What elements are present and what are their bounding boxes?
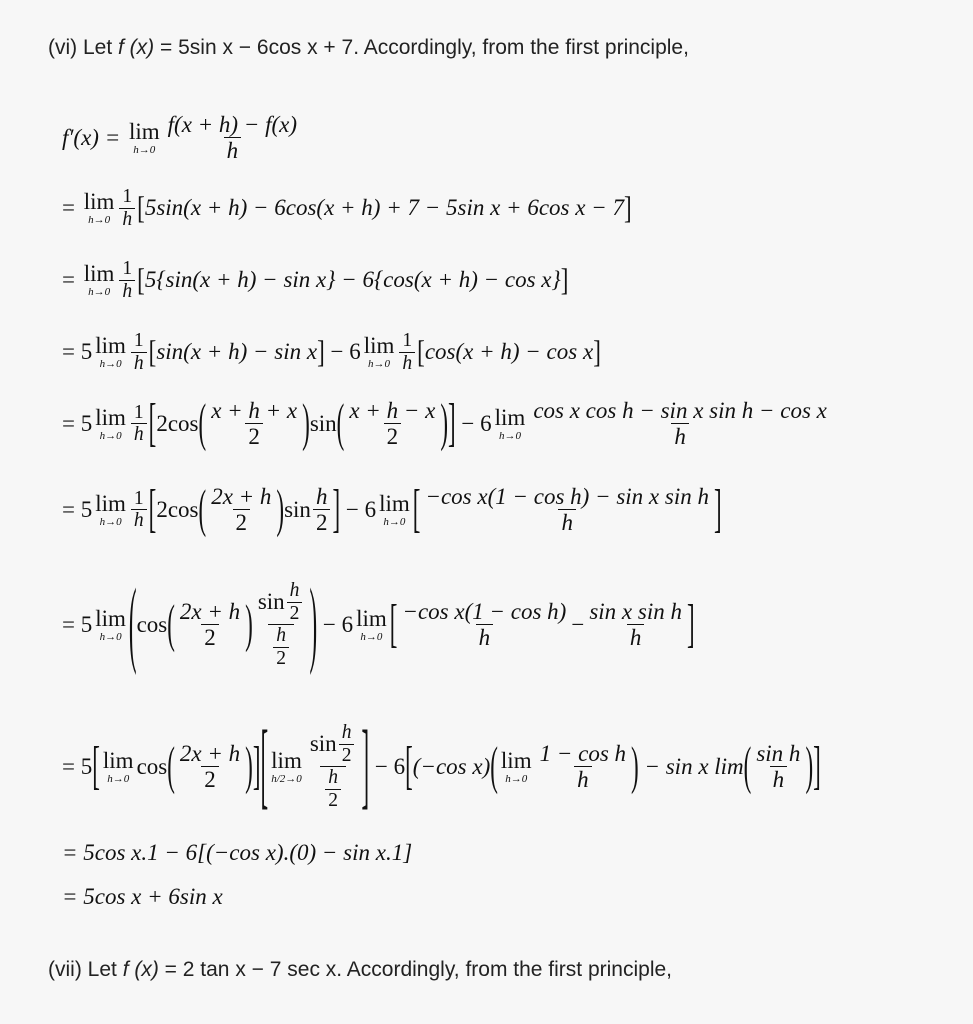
two-x-plus-h-over-two: $\frac{2x + h}{2}$	[179, 740, 241, 792]
limit-operator: lim h→0	[83, 261, 115, 298]
problem-vii-fx: f (x)	[122, 958, 159, 981]
expanded-difference: 5sin(x + h) − 6cos(x + h) + 7 − 5sin x + 6cos x − 7	[144, 195, 624, 220]
derivation-result: = 5cos x + 6sin x	[62, 884, 223, 909]
derivation-line-7: = 5 lim h→0 ( cos ( $\frac{2x + h}{2}$ ) sin $\frac{h}{2}$ $\frac{h}{2}$ ) − 6 lim h→0 [ $\frac{\text{−cos x(1 − cos h)}}{h}$ − $\frac{\text{sin x sin h}}{h}$ ]	[62, 569, 695, 675]
two-x-plus-h-over-two: $\frac{2x + h}{2}$	[179, 598, 241, 650]
problem-vi-expr: = 5sin x − 6cos x + 7. Accordingly, from the first principle,	[154, 36, 689, 59]
grouped-difference: 5{sin(x + h) − sin x} − 6{cos(x + h) − cos x}	[144, 267, 561, 292]
limit-operator-half: lim h/2→0	[271, 747, 302, 785]
one-over-h: $\frac{1}{h}$	[131, 488, 147, 532]
derivation-line-6: = 5 lim h→0 $\frac{1}{h}$ [ 2cos ( $\frac{2x + h}{2}$ ) sin $\frac{h}{2}$ ] − 6 lim h→0 [ $\frac{\text{−cos x(1 − cos h) − sin x sin h}}{h}$ ]	[62, 479, 722, 538]
limit-operator: lim h→0	[102, 747, 134, 785]
limit-operator: lim h→0	[500, 747, 532, 785]
limit-operator: lim h→0	[95, 605, 126, 643]
problem-vi-prefix: (vi) Let	[48, 36, 119, 59]
problem-vi-fx: f (x)	[118, 36, 155, 59]
factored-fraction: $\frac{\text{−cos x(1 − cos h) − sin x sin h}}{h}$	[425, 484, 709, 536]
derivation-line-4: = 5 lim h→0 $\frac{1}{h}$ [ sin(x + h) − sin x ] − 6 lim h→0 $\frac{1}{h}$ [ cos(x + h) − cos x ]	[62, 330, 601, 374]
limit-operator: lim h→0	[128, 118, 160, 156]
problem-vii-statement	[48, 958, 672, 982]
derivative-lhs: f′(x) =	[62, 124, 126, 150]
problem-vii-expr: = 2 tan x − 7 sec x. Accordingly, from the first principle,	[158, 958, 673, 981]
limit-operator: lim h→0	[83, 189, 115, 226]
one-over-h: $\frac{1}{h}$	[399, 330, 415, 374]
problem-vi-statement	[48, 36, 689, 60]
limit-operator: lim h→0	[363, 333, 395, 370]
derivation-line-3: = lim h→0 $\frac{1}{h}$ [ 5{sin(x + h) − sin x} − 6{cos(x + h) − cos x} ]	[62, 258, 569, 302]
cosine-expansion-fraction: $\frac{\text{cos x cos h − sin x sin h − cos x}}{h}$	[533, 398, 827, 450]
sin-h-over-h: $\frac{\text{sin h}}{h}$	[756, 740, 801, 792]
limit-operator: lim h→0	[95, 490, 126, 528]
one-over-h: $\frac{1}{h}$	[131, 402, 147, 446]
second-split-fraction: $\frac{\text{sin x sin h}}{h}$	[589, 598, 682, 650]
problem-vii-prefix: (vii) Let	[48, 958, 123, 981]
sine-difference: sin(x + h) − sin x	[156, 339, 318, 364]
derivation-line-2: = lim h→0 $\frac{1}{h}$ [ 5sin(x + h) − 6cos(x + h) + 7 − 5sin x + 6cos x − 7 ]	[62, 186, 632, 230]
derivation-line-9: = 5cos x.1 − 6[(−cos x).(0) − sin x.1]	[62, 840, 413, 865]
one-over-h: $\frac{1}{h}$	[119, 258, 135, 302]
one-over-h: $\frac{1}{h}$	[131, 330, 147, 374]
limit-operator: lim h→0	[356, 605, 387, 643]
h-over-two: $\frac{h}{2}$	[313, 484, 331, 536]
first-split-fraction: $\frac{\text{−cos x(1 − cos h)}}{h}$	[402, 598, 567, 650]
two-x-plus-h-over-two: $\frac{2x + h}{2}$	[211, 484, 272, 536]
derivation-line-1	[62, 112, 302, 164]
limit-operator: lim h→0	[379, 490, 410, 528]
one-over-h: $\frac{1}{h}$	[119, 186, 135, 230]
difference-quotient: $\frac{f(x + h) - f(x)}{h}$	[167, 112, 298, 164]
limit-operator: lim h→0	[95, 333, 126, 370]
cosine-difference: cos(x + h) − cos x	[424, 339, 594, 364]
derivation-line-5: = 5 lim h→0 $\frac{1}{h}$ [ 2cos ( $\frac{x + h + x}{2}$ ) sin ( $\frac{x + h - x}{2}$ ) ] − 6 lim h→0 $\frac{\text{cos x cos h − sin x sin h − cos x}}{h}$	[62, 398, 832, 450]
sum-over-two: $\frac{x + h + x}{2}$	[211, 398, 298, 450]
sin-half-h-over-half-h: sin $\frac{h}{2}$ $\frac{h}{2}$	[307, 722, 360, 811]
one-minus-cos-over-h: $\frac{\text{1 − cos h}}{h}$	[539, 740, 627, 792]
difference-over-two: $\frac{x + h - x}{2}$	[349, 398, 436, 450]
limit-operator: lim h→0	[95, 404, 126, 442]
sin-half-h-over-half-h: sin $\frac{h}{2}$ $\frac{h}{2}$	[255, 580, 308, 669]
derivation-line-8: = 5 [ lim h→0 cos ( $\frac{2x + h}{2}$ ) ] [ lim h/2→0 sin $\frac{h}{2}$ $\frac{h}{2}$ ] − 6 [ (−cos x) ( lim h→0 $\frac{\text{1 − cos h}}{h}$ ) − sin x lim ( $\frac{\text{sin h}}{h}$ ) ]	[62, 711, 821, 817]
limit-operator: lim h→0	[494, 404, 526, 442]
